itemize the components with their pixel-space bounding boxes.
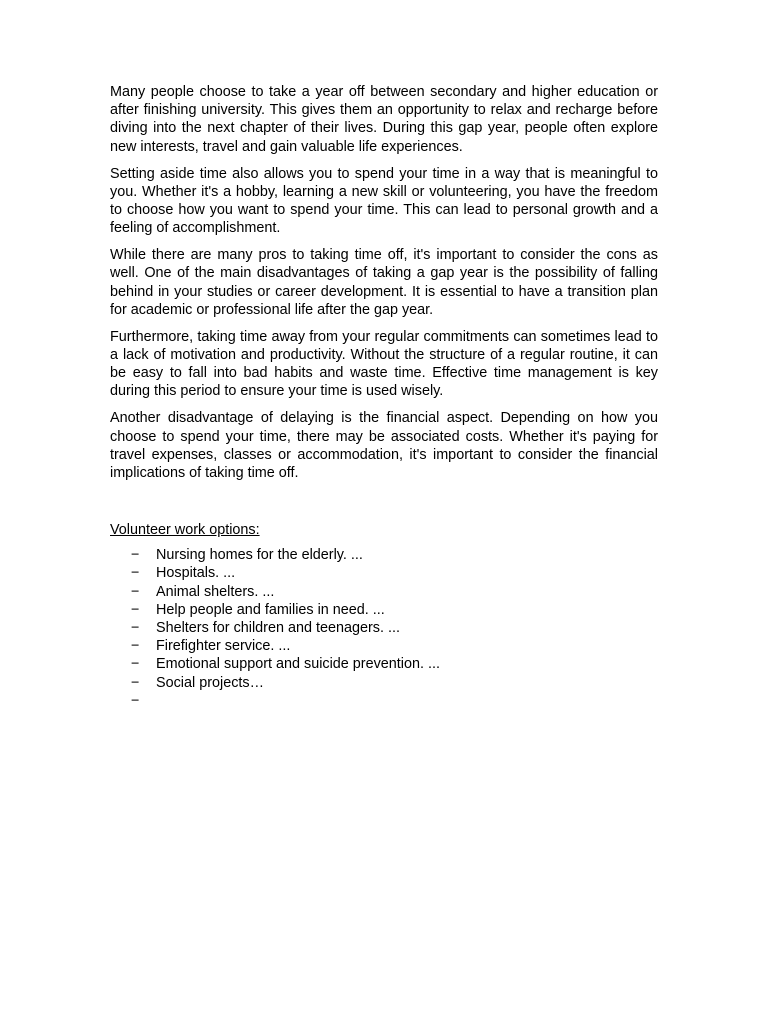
paragraph-4: Furthermore, taking time away from your regular commitments can sometimes lead to a lack of motivation and productivity. Without the structure of a regular routine, it can be easy to fall into bad habits and waste time. Effective time management is key during this period to ensure your time is used wisely.	[110, 328, 658, 400]
paragraph-5: Another disadvantage of delaying is the financial aspect. Depending on how you choose to spend your time, there may be associated costs. Whether it's paying for travel expenses, classes or accommodation, it's important to consider the financial implications of taking time off.	[110, 410, 658, 482]
paragraph-1: Many people choose to take a year off between secondary and higher education or after finishing university. This gives them an opportunity to relax and recharge before diving into the next chapter of their lives. During this gap year, people often explore new interests, travel and gain valuable life experiences.	[110, 84, 658, 155]
volunteer-options-list	[110, 546, 658, 710]
dash-bullet-icon: −	[131, 547, 140, 564]
list-item-text: Hospitals. ...	[156, 565, 236, 582]
dash-bullet-icon: −	[131, 674, 140, 691]
section-spacer	[110, 491, 658, 521]
list-item	[110, 601, 658, 619]
list-item	[110, 583, 658, 601]
list-item	[110, 564, 658, 582]
dash-bullet-icon: −	[131, 565, 140, 582]
list-item-text: Shelters for children and teenagers. ...	[156, 620, 400, 636]
list-item-text: Social projects…	[156, 674, 264, 691]
list-item-text: Nursing homes for the elderly. ...	[156, 547, 363, 564]
paragraph-3: While there are many pros to taking time off, it's important to consider the cons as well. One of the main disadvantages of taking a gap year is the possibility of falling behind in your studies or career development. It is essential to have a transition plan for academic or professional life after the gap year.	[110, 247, 658, 318]
dash-bullet-icon: −	[131, 692, 140, 709]
dash-bullet-icon: −	[131, 601, 140, 618]
list-item	[110, 546, 658, 564]
paragraph-2: Setting aside time also allows you to spend your time in a way that is meaningful to you. Whether it's a hobby, learning a new skill or volunteering, you have the freedom to choose how you want to spend your time. This can lead to personal growth and a feeling of accomplishment.	[110, 165, 658, 237]
dash-bullet-icon: −	[131, 583, 140, 600]
dash-bullet-icon: −	[131, 638, 140, 655]
list-item-text: Firefighter service. ...	[156, 638, 291, 655]
list-item	[110, 674, 658, 692]
list-item	[110, 637, 658, 655]
list-item-text: Emotional support and suicide prevention. ...	[156, 656, 440, 673]
list-item-text: Help people and families in need. ...	[156, 601, 385, 618]
list-item-text: Animal shelters. ...	[156, 583, 275, 600]
dash-bullet-icon: −	[131, 656, 140, 673]
list-item	[110, 655, 658, 673]
dash-bullet-icon: −	[131, 620, 140, 636]
list-item	[110, 692, 658, 710]
list-heading: Volunteer work options:	[110, 522, 260, 539]
list-item	[110, 619, 658, 637]
